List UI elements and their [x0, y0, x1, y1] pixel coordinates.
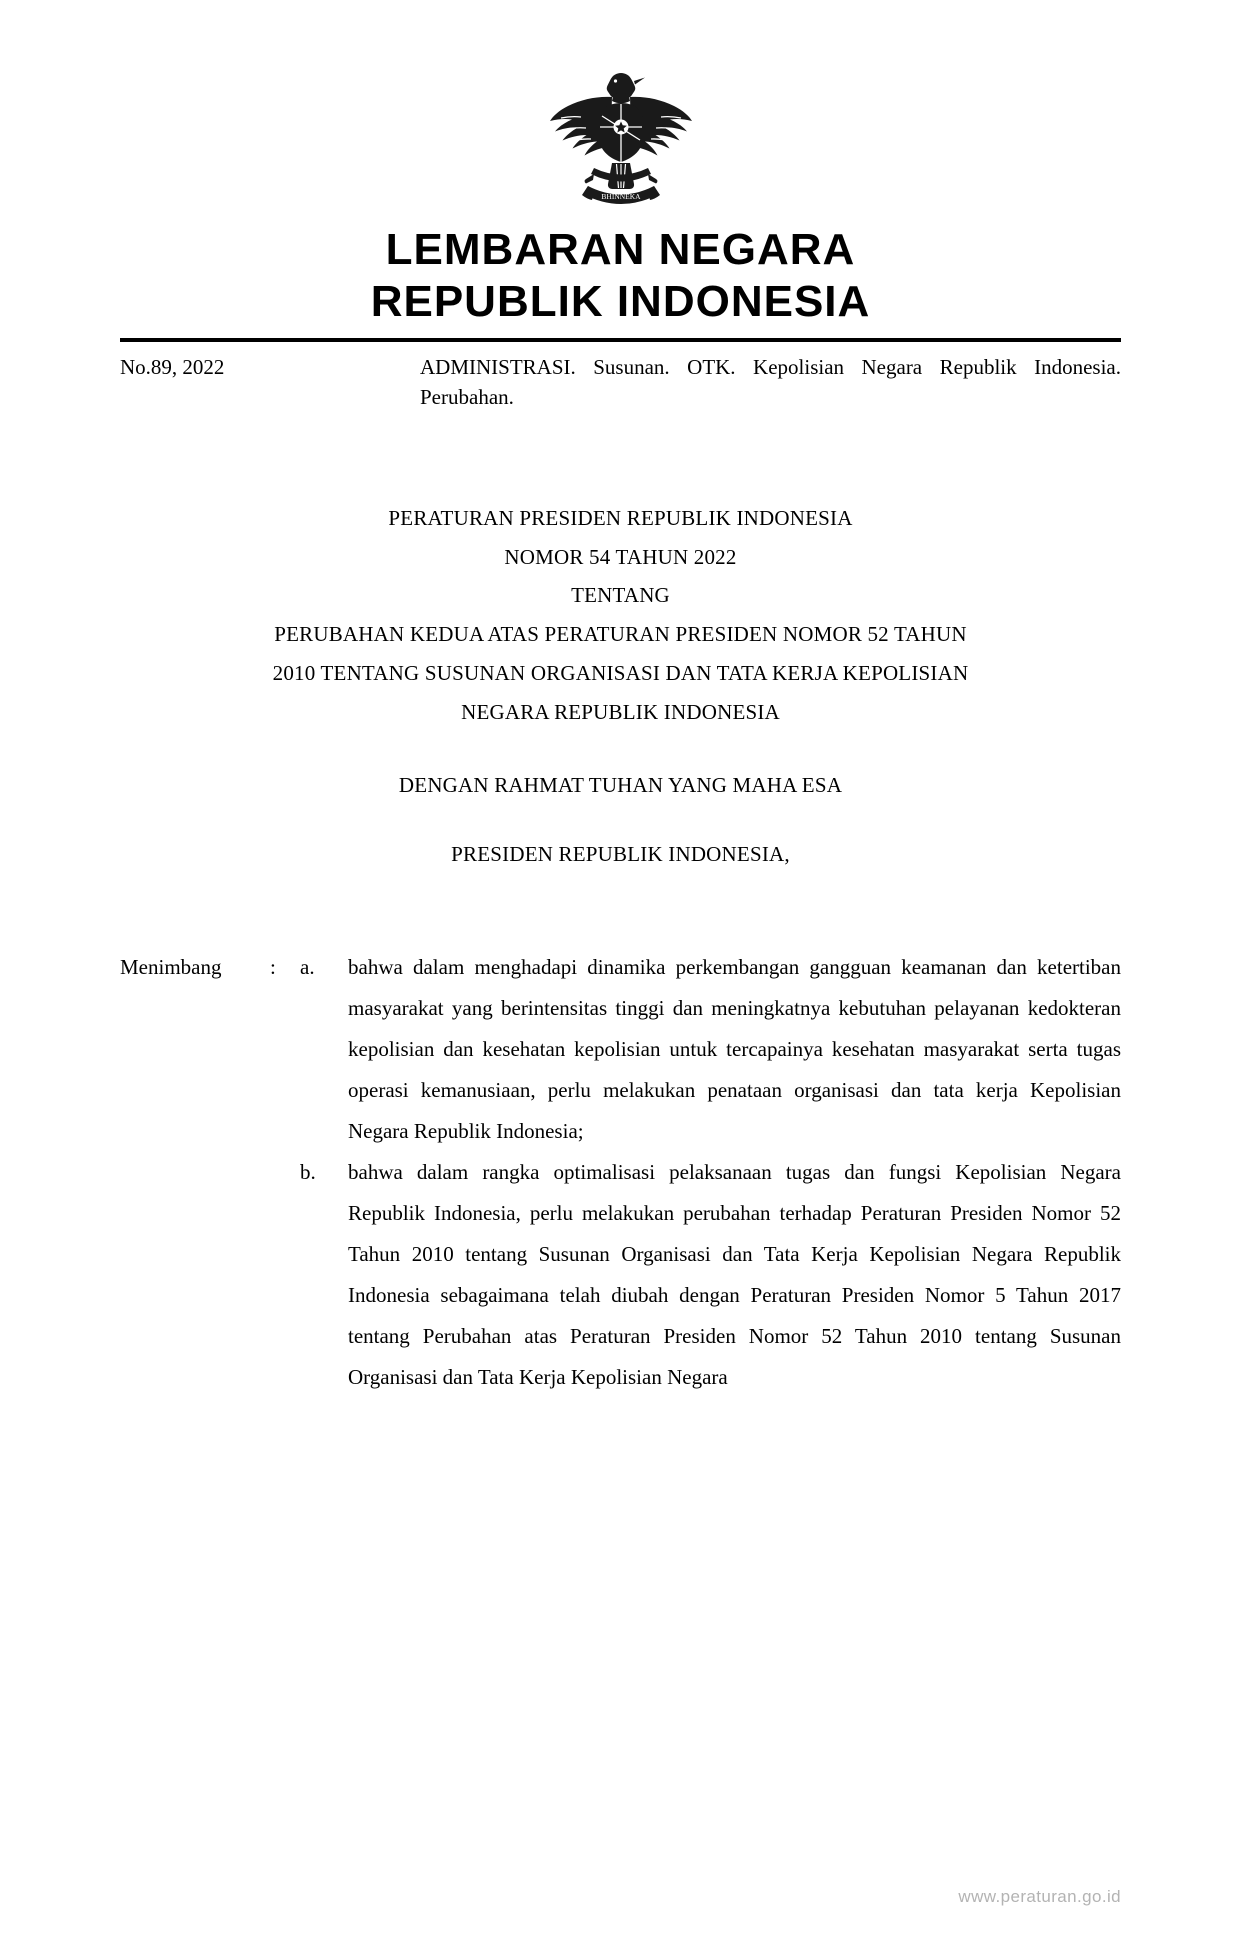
header-info-row	[120, 352, 1121, 413]
title-line-2: NOMOR 54 TAHUN 2022	[504, 544, 737, 569]
consideration-letter-a: a.	[300, 955, 315, 980]
title-line-6: NEGARA REPUBLIK INDONESIA	[461, 699, 780, 724]
svg-text:BHINNEKA: BHINNEKA	[600, 192, 641, 201]
gazette-number: No.89, 2022	[120, 354, 225, 379]
consideration-item-a	[120, 947, 1121, 1152]
header-divider	[120, 338, 1121, 342]
issuing-office: PRESIDEN REPUBLIK INDONESIA,	[451, 841, 790, 866]
title-line-3: TENTANG	[571, 583, 670, 608]
considerations-label: Menimbang	[120, 955, 222, 980]
consideration-item-b	[120, 1152, 1121, 1398]
blessing-line: DENGAN RAHMAT TUHAN YANG MAHA ESA	[398, 772, 843, 797]
consideration-letter-b: b.	[300, 1160, 316, 1185]
regulation-title-block	[120, 499, 1121, 874]
considerations-colon: :	[270, 955, 276, 980]
title-line-4: PERUBAHAN KEDUA ATAS PERATURAN PRESIDEN NOMOR 52 TAHUN	[274, 622, 967, 647]
consideration-text-a: bahwa dalam menghadapi dinamika perkembangan gangguan keamanan dan ketertiban masyarakat yang berintensitas tinggi dan meningkatnya kebutuhan pelayanan kedokteran kepolisian dan kesehatan kepolisian untuk tercapainya kesehatan masyarakat serta tugas operasi kemanusiaan, perlu melakukan penataan organisasi dan tata kerja Kepolisian Negara Republik Indonesia;	[348, 955, 1121, 1144]
masthead-line-2: REPUBLIK INDONESIA	[370, 276, 871, 326]
emblem-container	[120, 68, 1121, 218]
masthead-line-1: LEMBARAN NEGARA	[385, 225, 856, 274]
masthead	[120, 224, 1121, 328]
title-line-5: 2010 TENTANG SUSUNAN ORGANISASI DAN TATA KERJA KEPOLISIAN	[272, 661, 969, 686]
title-spacer-2	[120, 805, 1121, 835]
gazette-subject: ADMINISTRASI. Susunan. OTK. Kepolisian Negara Republik Indonesia. Perubahan.	[420, 354, 1121, 410]
footer-watermark: www.peraturan.go.id	[958, 1887, 1121, 1906]
considerations-section	[120, 947, 1121, 1397]
title-spacer-1	[120, 732, 1121, 766]
consideration-text-b: bahwa dalam rangka optimalisasi pelaksanaan tugas dan fungsi Kepolisian Negara Republik Indonesia, perlu melakukan perubahan terhadap Peraturan Presiden Nomor 52 Tahun 2010 tentang Susunan Organisasi dan Tata Kerja Kepolisian Negara Republik Indonesia sebagaimana telah diubah dengan Peraturan Presiden Nomor 5 Tahun 2017 tentang Perubahan atas Peraturan Presiden Nomor 52 Tahun 2010 tentang Susunan Organisasi dan Tata Kerja Kepolisian Negara	[348, 1160, 1121, 1389]
garuda-pancasila-emblem	[546, 68, 696, 213]
title-line-1: PERATURAN PRESIDEN REPUBLIK INDONESIA	[388, 505, 853, 530]
